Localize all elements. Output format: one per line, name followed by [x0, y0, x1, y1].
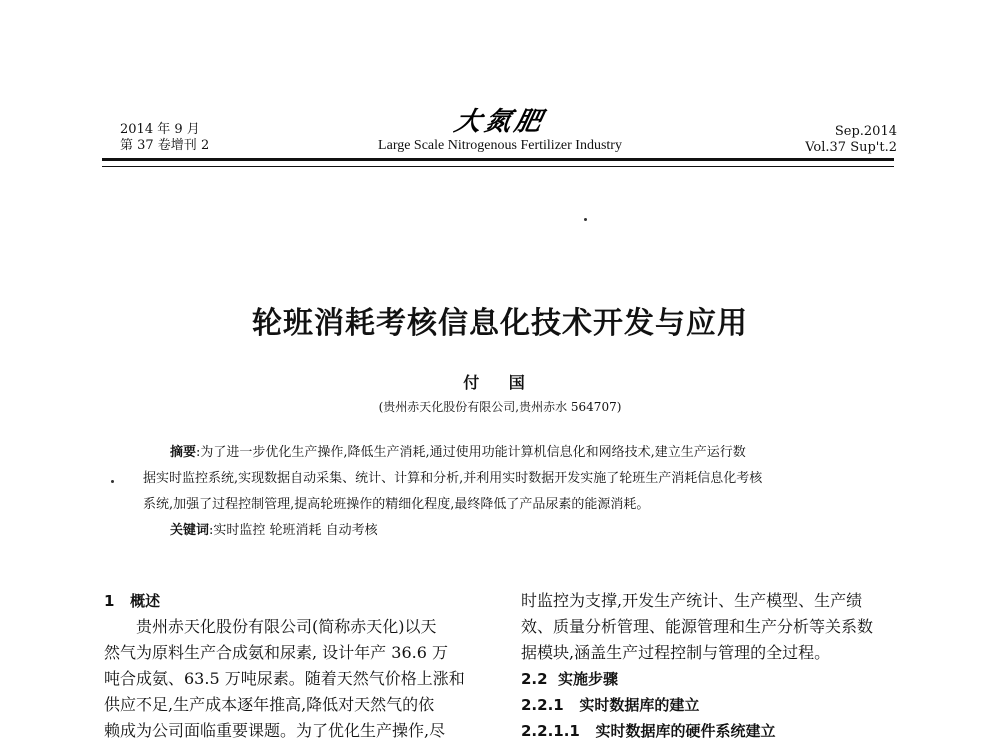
body-right-column [521, 588, 903, 744]
header-volume: 第 37 卷增刊 2 [120, 138, 210, 153]
paragraph-line: 吨合成氨、63.5 万吨尿素。随着天然气价格上涨和 [104, 669, 465, 688]
abstract-line: 系统,加强了过程控制管理,提高轮班操作的精细化程度,最终降低了产品尿素的能源消耗。 [143, 497, 650, 512]
header-rule-thin [102, 166, 894, 167]
abstract [143, 440, 857, 544]
paragraph-line: 时监控为支撑,开发生产统计、生产模型、生产绩 [521, 591, 863, 610]
keywords-line [143, 518, 857, 544]
abstract-line: 据实时监控系统,实现数据自动采集、统计、计算和分析,并利用实时数据开发实施了轮班生产消耗信息化考核 [143, 471, 763, 486]
paragraph-line: 效、质量分析管理、能源管理和生产分析等关系数 [521, 617, 874, 636]
header-date-volume-en [805, 124, 897, 156]
heading-2-2: 2.2 实施步骤 [521, 670, 619, 688]
article-author: 付 国 [463, 373, 537, 392]
paragraph-line: 据模块,涵盖生产过程控制与管理的全过程。 [521, 643, 831, 662]
header-date-en: Sep.2014 [834, 124, 897, 139]
journal-name-en: Large Scale Nitrogenous Fertilizer Industry [378, 138, 622, 153]
header-volume-en: Vol.37 Sup't.2 [805, 140, 897, 155]
paragraph-line: 贵州赤天化股份有限公司(简称赤天化)以天 [136, 617, 437, 636]
header-date: 2014 年 9 月 [120, 122, 200, 137]
abstract-label: 摘要 [170, 445, 197, 460]
heading-2-2-1-1: 2.2.1.1 实时数据库的硬件系统建立 [521, 722, 776, 740]
keywords-label: 关键词 [170, 523, 210, 538]
paragraph-line: 然气为原料生产合成氨和尿素, 设计年产 36.6 万 [104, 643, 448, 662]
body-left-column [104, 588, 486, 744]
article-affiliation: (贵州赤天化股份有限公司,贵州赤水 564707) [378, 400, 622, 414]
journal-logo: 大氮肥 [451, 107, 549, 137]
abstract-line: 摘要:为了进一步优化生产操作,降低生产消耗,通过使用功能计算机信息化和网络技术,建立生产运行数 [170, 445, 746, 460]
heading-2-2-1: 2.2.1 实时数据库的建立 [521, 696, 700, 714]
paragraph-line: 供应不足,生产成本逐年推高,降低对天然气的依 [104, 695, 435, 714]
section-heading-1: 1 概述 [104, 592, 161, 610]
paragraph-line: 赖成为公司面临重要课题。为了优化生产操作,尽 [104, 721, 446, 740]
scan-speck [584, 218, 587, 221]
keywords: :实时监控 轮班消耗 自动考核 [209, 523, 378, 538]
scan-speck [111, 480, 114, 483]
header-rule-thick [102, 158, 894, 161]
article-title: 轮班消耗考核信息化技术开发与应用 [252, 306, 748, 341]
